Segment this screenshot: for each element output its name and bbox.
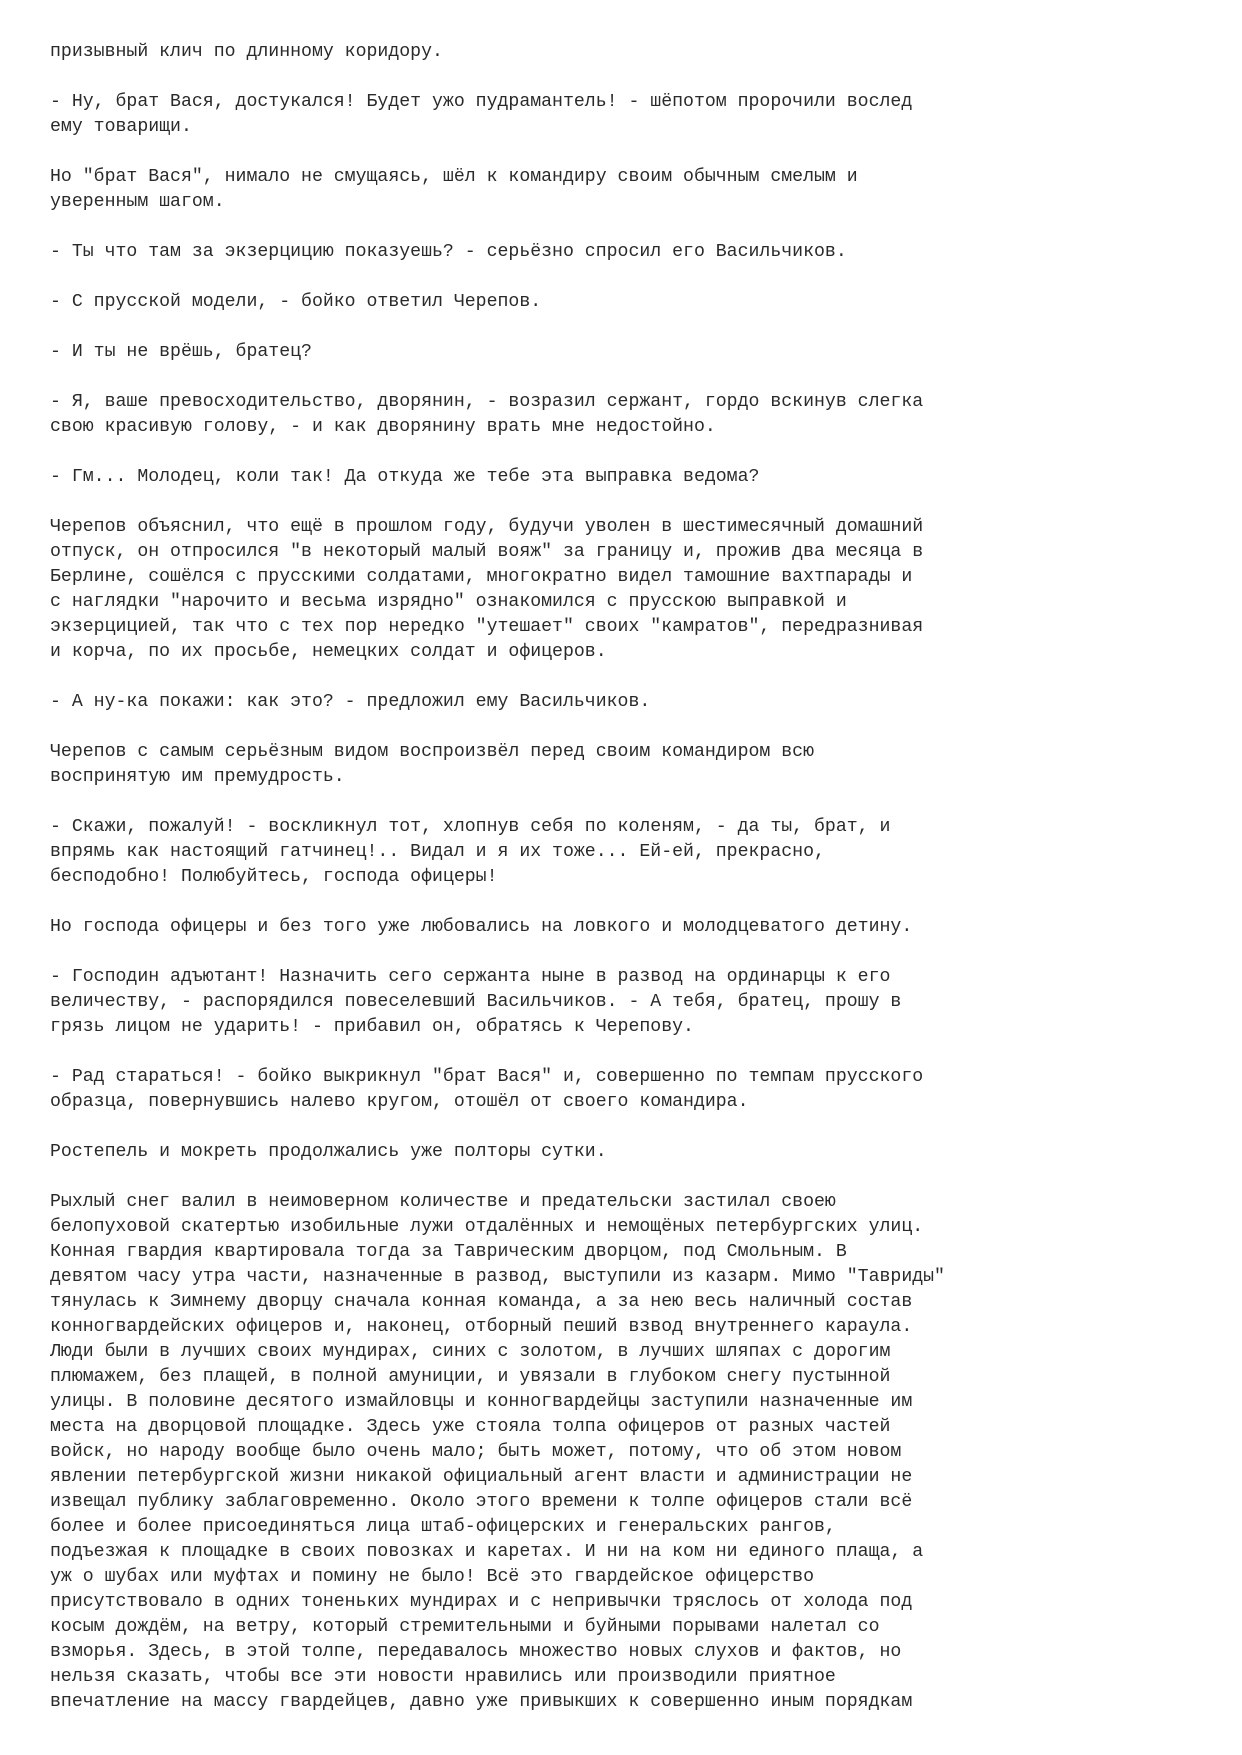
paragraph (50, 390, 1200, 440)
text-line: образца, повернувшись налево кругом, отошёл от своего командира. (50, 1092, 749, 1112)
text-line: Черепов с самым серьёзным видом воспроизвёл перед своим командиром всю (50, 742, 814, 762)
text-line: грязь лицом не ударить! - прибавил он, обратясь к Черепову. (50, 1017, 694, 1037)
paragraph (50, 965, 1200, 1040)
text-line: уверенным шагом. (50, 192, 225, 212)
paragraph (50, 340, 1200, 365)
text-line: - Ты что там за экзерцицию показуешь? - серьёзно спросил его Васильчиков. (50, 242, 847, 262)
text-line: присутствовало в одних тоненьких мундирах и с непривычки тряслось от холода под (50, 1592, 913, 1612)
paragraph (50, 90, 1200, 140)
text-line: ему товарищи. (50, 117, 192, 137)
text-line: Черепов объяснил, что ещё в прошлом году, будучи уволен в шестимесячный домашний (50, 517, 924, 537)
paragraph (50, 515, 1200, 665)
text-line: Рыхлый снег валил в неимоверном количестве и предательски застилал своею (50, 1192, 836, 1212)
text-line: впечатление на массу гвардейцев, давно уже привыкших к совершенно иным порядкам (50, 1692, 913, 1712)
paragraph (50, 815, 1200, 890)
text-line: нельзя сказать, чтобы все эти новости нравились или производили приятное (50, 1667, 836, 1687)
paragraph (50, 1190, 1200, 1715)
paragraph (50, 240, 1200, 265)
text-line: Ростепель и мокреть продолжались уже полторы сутки. (50, 1142, 607, 1162)
text-line: косым дождём, на ветру, который стремительными и буйными порывами налетал со (50, 1617, 880, 1637)
text-line: войск, но народу вообще было очень мало; быть может, потому, что об этом новом (50, 1442, 902, 1462)
text-line: - Скажи, пожалуй! - воскликнул тот, хлопнув себя по коленям, - да ты, брат, и (50, 817, 891, 837)
paragraph (50, 690, 1200, 715)
text-line: с наглядки "нарочито и весьма изрядно" ознакомился с прусскою выправкой и (50, 592, 847, 612)
document-page (50, 40, 1200, 1740)
text-line: впрямь как настоящий гатчинец!.. Видал и я их тоже... Ей-ей, прекрасно, (50, 842, 825, 862)
text-line: девятом часу утра части, назначенные в развод, выступили из казарм. Мимо "Тавриды" (50, 1267, 945, 1287)
text-line: Конная гвардия квартировала тогда за Таврическим дворцом, под Смольным. В (50, 1242, 847, 1262)
paragraph (50, 465, 1200, 490)
text-line: места на дворцовой площадке. Здесь уже стояла толпа офицеров от разных частей (50, 1417, 891, 1437)
text-line: воспринятую им премудрость. (50, 767, 345, 787)
text-line: - Рад стараться! - бойко выкрикнул "брат Вася" и, совершенно по темпам прусского (50, 1067, 924, 1087)
text-line: Но господа офицеры и без того уже любовались на ловкого и молодцеватого детину. (50, 917, 913, 937)
text-line: Берлине, сошёлся с прусскими солдатами, многократно видел тамошние вахтпарады и (50, 567, 913, 587)
text-line: белопуховой скатертью изобильные лужи отдалённых и немощёных петербургских улиц. (50, 1217, 924, 1237)
paragraph (50, 740, 1200, 790)
text-line: взморья. Здесь, в этой толпе, передавалось множество новых слухов и фактов, но (50, 1642, 902, 1662)
text-line: бесподобно! Полюбуйтесь, господа офицеры! (50, 867, 498, 887)
paragraph (50, 290, 1200, 315)
text-line: - И ты не врёшь, братец? (50, 342, 312, 362)
text-line: величеству, - распорядился повеселевший Васильчиков. - А тебя, братец, прошу в (50, 992, 902, 1012)
paragraph (50, 1140, 1200, 1165)
text-line: Люди были в лучших своих мундирах, синих с золотом, в лучших шляпах с дорогим (50, 1342, 891, 1362)
text-line: - Господин адъютант! Назначить сего сержанта ныне в развод на ординарцы к его (50, 967, 891, 987)
text-line: свою красивую голову, - и как дворянину врать мне недостойно. (50, 417, 716, 437)
text-line: уж о шубах или муфтах и помину не было! Всё это гвардейское офицерство (50, 1567, 814, 1587)
text-line: плюмажем, без плащей, в полной амуниции, и увязали в глубоком снегу пустынной (50, 1367, 891, 1387)
text-line: конногвардейских офицеров и, наконец, отборный пеший взвод внутреннего караула. (50, 1317, 913, 1337)
text-line: Но "брат Вася", нимало не смущаясь, шёл к командиру своим обычным смелым и (50, 167, 858, 187)
text-line: - Я, ваше превосходительство, дворянин, - возразил сержант, гордо вскинув слегка (50, 392, 924, 412)
text-line: - С прусской модели, - бойко ответил Черепов. (50, 292, 542, 312)
text-line: и корча, по их просьбе, немецких солдат и офицеров. (50, 642, 607, 662)
text-line: призывный клич по длинному коридору. (50, 42, 443, 62)
text-line: экзерцицией, так что с тех пор нередко "утешает" своих "камратов", передразнивая (50, 617, 924, 637)
text-line: улицы. В половине десятого измайловцы и конногвардейцы заступили назначенные им (50, 1392, 913, 1412)
text-line: - Ну, брат Вася, достукался! Будет ужо пудрамантель! - шёпотом пророчили вослед (50, 92, 913, 112)
text-line: - А ну-ка покажи: как это? - предложил ему Васильчиков. (50, 692, 651, 712)
text-line: отпуск, он отпросился "в некоторый малый вояж" за границу и, прожив два месяца в (50, 542, 924, 562)
paragraph (50, 915, 1200, 940)
text-line: - Гм... Молодец, коли так! Да откуда же тебе эта выправка ведома? (50, 467, 760, 487)
paragraph (50, 1065, 1200, 1115)
paragraph (50, 40, 1200, 65)
text-line: явлении петербургской жизни никакой официальный агент власти и администрации не (50, 1467, 913, 1487)
text-line: подъезжая к площадке в своих повозках и каретах. И ни на ком ни единого плаща, а (50, 1542, 924, 1562)
text-line: извещал публику заблаговременно. Около этого времени к толпе офицеров стали всё (50, 1492, 913, 1512)
text-line: более и более присоединяться лица штаб-офицерских и генеральских рангов, (50, 1517, 836, 1537)
text-line: тянулась к Зимнему дворцу сначала конная команда, а за нею весь наличный состав (50, 1292, 913, 1312)
paragraph (50, 165, 1200, 215)
